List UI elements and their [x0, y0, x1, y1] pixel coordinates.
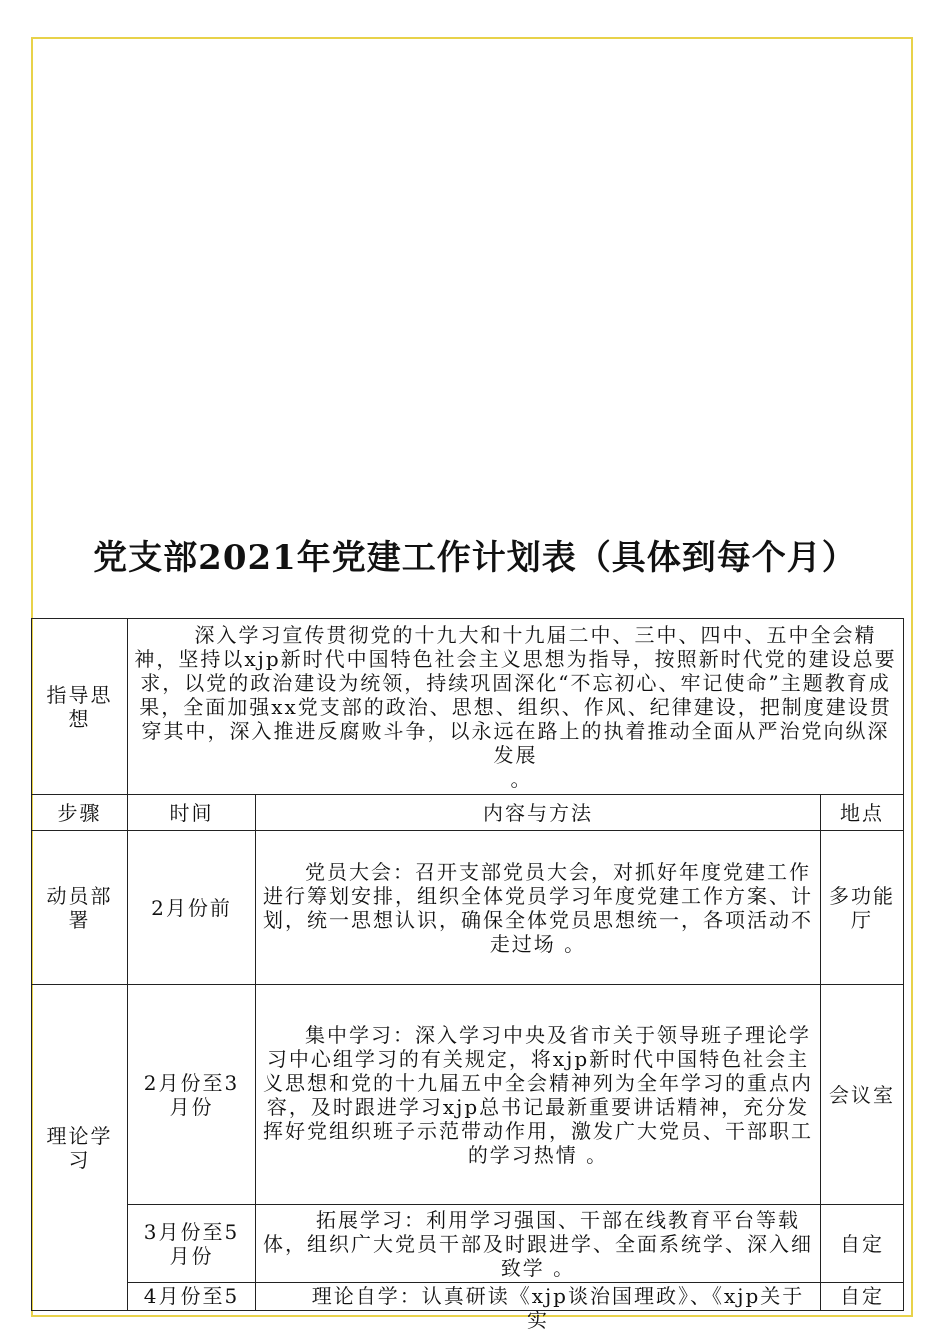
row-content: 拓展学习：利用学习强国、干部在线教育平台等载体，组织广大党员干部及时跟进学、全面系统学、深入细致学 。	[256, 1205, 821, 1283]
guide-cell	[128, 619, 904, 795]
row-place: 多功能厅	[821, 831, 904, 985]
row-time: 2月份至3月份	[128, 985, 256, 1205]
row-step: 动员部署	[32, 831, 128, 985]
row-content-cell	[256, 1283, 821, 1332]
row-place-cell	[821, 1283, 904, 1311]
guide-label: 指导思想	[32, 619, 128, 795]
header-row	[32, 795, 904, 831]
plan-table	[31, 618, 904, 1332]
document-title: 党支部2021年党建工作计划表（具体到每个月）	[93, 538, 857, 578]
row-place: 自定	[840, 1283, 884, 1308]
table-row	[32, 985, 904, 1205]
row-content: 集中学习：深入学习中央及省市关于领导班子理论学习中心组学习的有关规定，将xjp新时代中国特色社会主义思想和党的十九届五中全会精神列为全年学习的重点内容，及时跟进学习xjp总书记最新重要讲话精神，充分发挥好党组织班子示范带动作用，激发广大党员、干部职工的学习热情 。	[256, 985, 821, 1205]
row-time: 4月份至5	[143, 1283, 240, 1308]
row-step: 理论学习	[32, 985, 128, 1311]
guide-row	[32, 619, 904, 795]
guide-text-tail: 。	[510, 766, 533, 791]
row-place: 自定	[821, 1205, 904, 1283]
row-content: 理论自学：认真研读《xjp谈治国理政》、《xjp关于实	[311, 1283, 805, 1332]
row-content: 党员大会：召开支部党员大会，对抓好年度党建工作进行筹划安排，组织全体党员学习年度党建工作方案、计划，统一思想认识，确保全体党员思想统一，各项活动不走过场 。	[256, 831, 821, 985]
row-time: 3月份至5月份	[128, 1205, 256, 1283]
table-row	[32, 1205, 904, 1283]
table-row	[32, 1283, 904, 1311]
header-time: 时间	[128, 795, 256, 831]
guide-text: 深入学习宣传贯彻党的十九大和十九届二中、三中、四中、五中全会精神，坚持以xjp新时代中国特色社会主义思想为指导，按照新时代党的建设总要求，以党的政治建设为统领，持续巩固深化“不忘初心、牢记使命”主题教育成果，全面加强xx党支部的政治、思想、组织、作风、纪律建设，把制度建设贯穿其中，深入推进反腐败斗争，以永远在路上的执着推动全面从严治党向纵深发展	[134, 622, 897, 767]
row-time: 2月份前	[128, 831, 256, 985]
table-row	[32, 831, 904, 985]
header-place: 地点	[821, 795, 904, 831]
header-step: 步骤	[32, 795, 128, 831]
row-time-cell	[128, 1283, 256, 1311]
row-place: 会议室	[821, 985, 904, 1205]
header-content: 内容与方法	[256, 795, 821, 831]
